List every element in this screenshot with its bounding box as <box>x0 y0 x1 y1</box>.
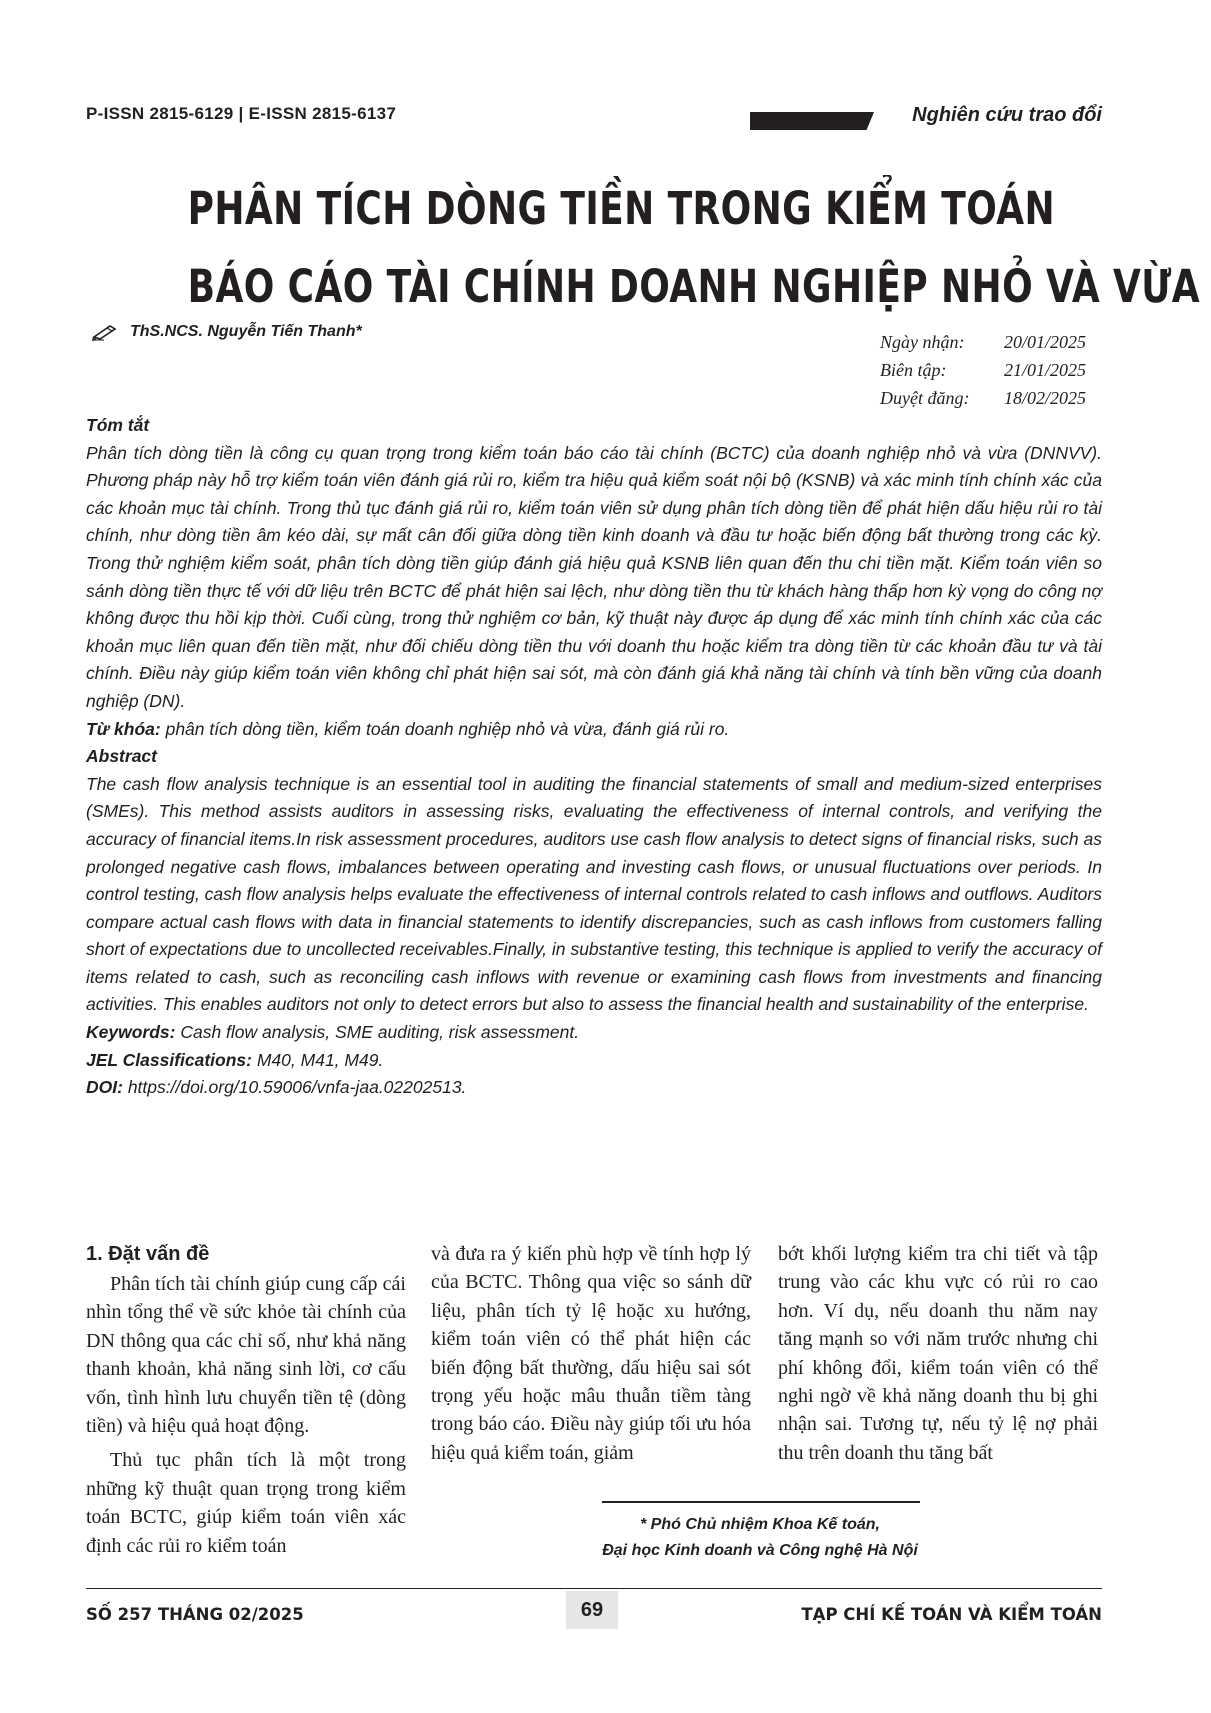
date-edited <box>880 356 1086 384</box>
title-line-2: BÁO CÁO TÀI CHÍNH DOANH NGHIỆP NHỎ VÀ VỪA <box>187 260 1201 313</box>
page-number: 69 <box>566 1591 618 1629</box>
column-1 <box>86 1240 406 1560</box>
footer-rule <box>86 1588 1102 1589</box>
date-label: Duyệt đăng: <box>880 388 970 408</box>
paragraph: bớt khối lượng kiểm tra chi tiết và tập trung vào các khu vực có rủi ro cao hơn. Ví dụ, nếu doanh thu năm nay tăng mạnh so với năm trước nhưng chi phí không đổi, kiểm toán viên có thể nghi ngờ về khả năng doanh thu bị ghi nhận sai. Tương tự, nếu tỷ lệ nợ phải thu trên doanh thu tăng bất <box>778 1243 1098 1464</box>
keywords-label: Keywords: <box>86 1022 176 1043</box>
summary-heading: Tóm tắt <box>86 415 150 435</box>
abstract-heading: Abstract <box>86 746 157 767</box>
header-band <box>750 112 874 130</box>
date-label: Biên tập: <box>880 360 947 380</box>
paragraph: Thủ tục phân tích là một trong những kỹ thuật quan trọng trong kiểm toán BCTC, giúp kiểm toán viên xác định các rủi ro kiểm toán <box>86 1449 406 1557</box>
keywords-label: Từ khóa: <box>86 718 161 739</box>
paragraph: Phân tích tài chính giúp cung cấp cái nhìn tổng thể về sức khỏe tài chính của DN thông qua các chỉ số, như khả năng thanh khoản, khả năng sinh lời, cơ cấu vốn, tình hình lưu chuyển tiền tệ (dòng tiền) và hiệu quả hoạt động. <box>86 1273 406 1438</box>
paragraph: và đưa ra ý kiến phù hợp về tính hợp lý của BCTC. Thông qua việc so sánh dữ liệu, phân tích tỷ lệ hoặc xu hướng, kiểm toán viên có thể phát hiện các biến động bất thường, dấu hiệu sai sót trọng yếu hoặc mâu thuẫn tiềm tàng trong báo cáo. Điều này giúp tối ưu hóa hiệu quả kiểm toán, giảm <box>431 1243 751 1464</box>
keywords-value: phân tích dòng tiền, kiểm toán doanh nghiệp nhỏ và vừa, đánh giá rủi ro. <box>160 718 730 739</box>
title-line-1: PHÂN TÍCH DÒNG TIỀN TRONG KIỂM TOÁN <box>187 182 1056 235</box>
abstract-text: The cash flow analysis technique is an essential tool in auditing the financial statements of small and medium-sized enterprises (SMEs). This method assists auditors in assessing risks, evaluating the effectiveness of internal controls, and verifying the accuracy of financial items.In risk assessment procedures, auditors use cash flow analysis to detect signs of financial risks, such as prolonged negative cash flows, imbalances between operating and investing cash flows, or unusual fluctuations over periods. In control testing, cash flow analysis helps evaluate the effectiveness of internal controls related to cash inflows and outflows. Auditors compare actual cash flows with data in financial statements to identify discrepancies, such as cash inflows from customers falling short of expectations due to uncollected receivables.Finally, in substantive testing, this technique is applied to verify the accuracy of items related to cash, such as reconciling cash inflows with revenue or examining cash flows from investments and financing activities. This enables auditors not only to detect errors but also to assess the financial health and sustainability of the enterprise. <box>86 773 1102 1015</box>
summary-keywords <box>86 716 1102 744</box>
date-approved <box>880 384 1086 412</box>
date-value: 20/01/2025 <box>1004 332 1087 352</box>
section-heading: 1. Đặt vấn đề <box>86 1243 210 1265</box>
author-line <box>92 323 362 341</box>
author-name: ThS.NCS. Nguyễn Tiến Thanh* <box>130 323 362 340</box>
keywords-value: Cash flow analysis, SME auditing, risk assessment. <box>175 1022 580 1043</box>
abstract-keywords <box>86 1019 1102 1047</box>
journal-name: TẠP CHÍ KẾ TOÁN VÀ KIỂM TOÁN <box>801 1605 1102 1624</box>
date-label: Ngày nhận: <box>880 332 965 352</box>
author-footnote <box>560 1512 960 1564</box>
pen-icon <box>92 323 118 341</box>
doi-line <box>86 1074 1102 1102</box>
column-2 <box>431 1240 751 1467</box>
jel-classifications <box>86 1047 1102 1075</box>
summary-text: Phân tích dòng tiền là công cụ quan trọng trong kiểm toán báo cáo tài chính (BCTC) của doanh nghiệp nhỏ và vừa (DNNVV). Phương pháp này hỗ trợ kiểm toán viên đánh giá rủi ro, kiểm tra hiệu quả kiểm soát nội bộ (KSNB) và xác minh tính chính xác của các khoản mục tài chính. Trong thủ tục đánh giá rủi ro, kiểm toán viên sử dụng phân tích dòng tiền để phát hiện dấu hiệu rủi ro tài chính, như dòng tiền âm kéo dài, sự mất cân đối giữa dòng tiền kinh doanh và đầu tư hoặc biến động bất thường trong các kỳ. Trong thử nghiệm kiểm soát, phân tích dòng tiền giúp đánh giá hiệu quả KSNB liên quan đến thu chi tiền mặt. Kiểm toán viên so sánh dòng tiền thực tế với dữ liệu trên BCTC để phát hiện sai lệch, như dòng tiền thu từ khách hàng thấp hơn kỳ vọng do công nợ không được thu hồi kịp thời. Cuối cùng, trong thử nghiệm cơ bản, kỹ thuật này được áp dụng để xác minh tính chính xác của các khoản mục liên quan đến tiền mặt, như đối chiếu dòng tiền thu với doanh thu hoặc kiểm tra dòng tiền từ các khoản đầu tư và tài chính. Điều này giúp kiểm toán viên không chỉ phát hiện sai sót, mà còn đánh giá khả năng tài chính và tính bền vững của doanh nghiệp (DN). <box>86 442 1102 711</box>
footnote-line-1: * Phó Chủ nhiệm Khoa Kế toán, <box>639 1516 880 1533</box>
article-title <box>187 170 1201 326</box>
footnote-rule <box>602 1501 920 1503</box>
date-value: 18/02/2025 <box>1004 388 1087 408</box>
doi-value[interactable]: https://doi.org/10.59006/vnfa-jaa.02202513. <box>122 1077 467 1098</box>
section-tag: Nghiên cứu trao đổi <box>912 104 1102 126</box>
issn-line: P-ISSN 2815-6129 | E-ISSN 2815-6137 <box>86 104 397 123</box>
doi-label: DOI: <box>86 1077 123 1098</box>
dates-block <box>880 328 1086 412</box>
jel-label: JEL Classifications: <box>86 1049 252 1070</box>
date-value: 21/01/2025 <box>1004 360 1087 380</box>
date-received <box>880 328 1086 356</box>
column-3 <box>778 1240 1098 1467</box>
issue-number: SỐ 257 THÁNG 02/2025 <box>86 1605 304 1624</box>
footnote-line-2: Đại học Kinh doanh và Công nghệ Hà Nội <box>602 1542 918 1559</box>
jel-value: M40, M41, M49. <box>252 1049 384 1070</box>
summary-and-abstract <box>86 412 1102 1102</box>
